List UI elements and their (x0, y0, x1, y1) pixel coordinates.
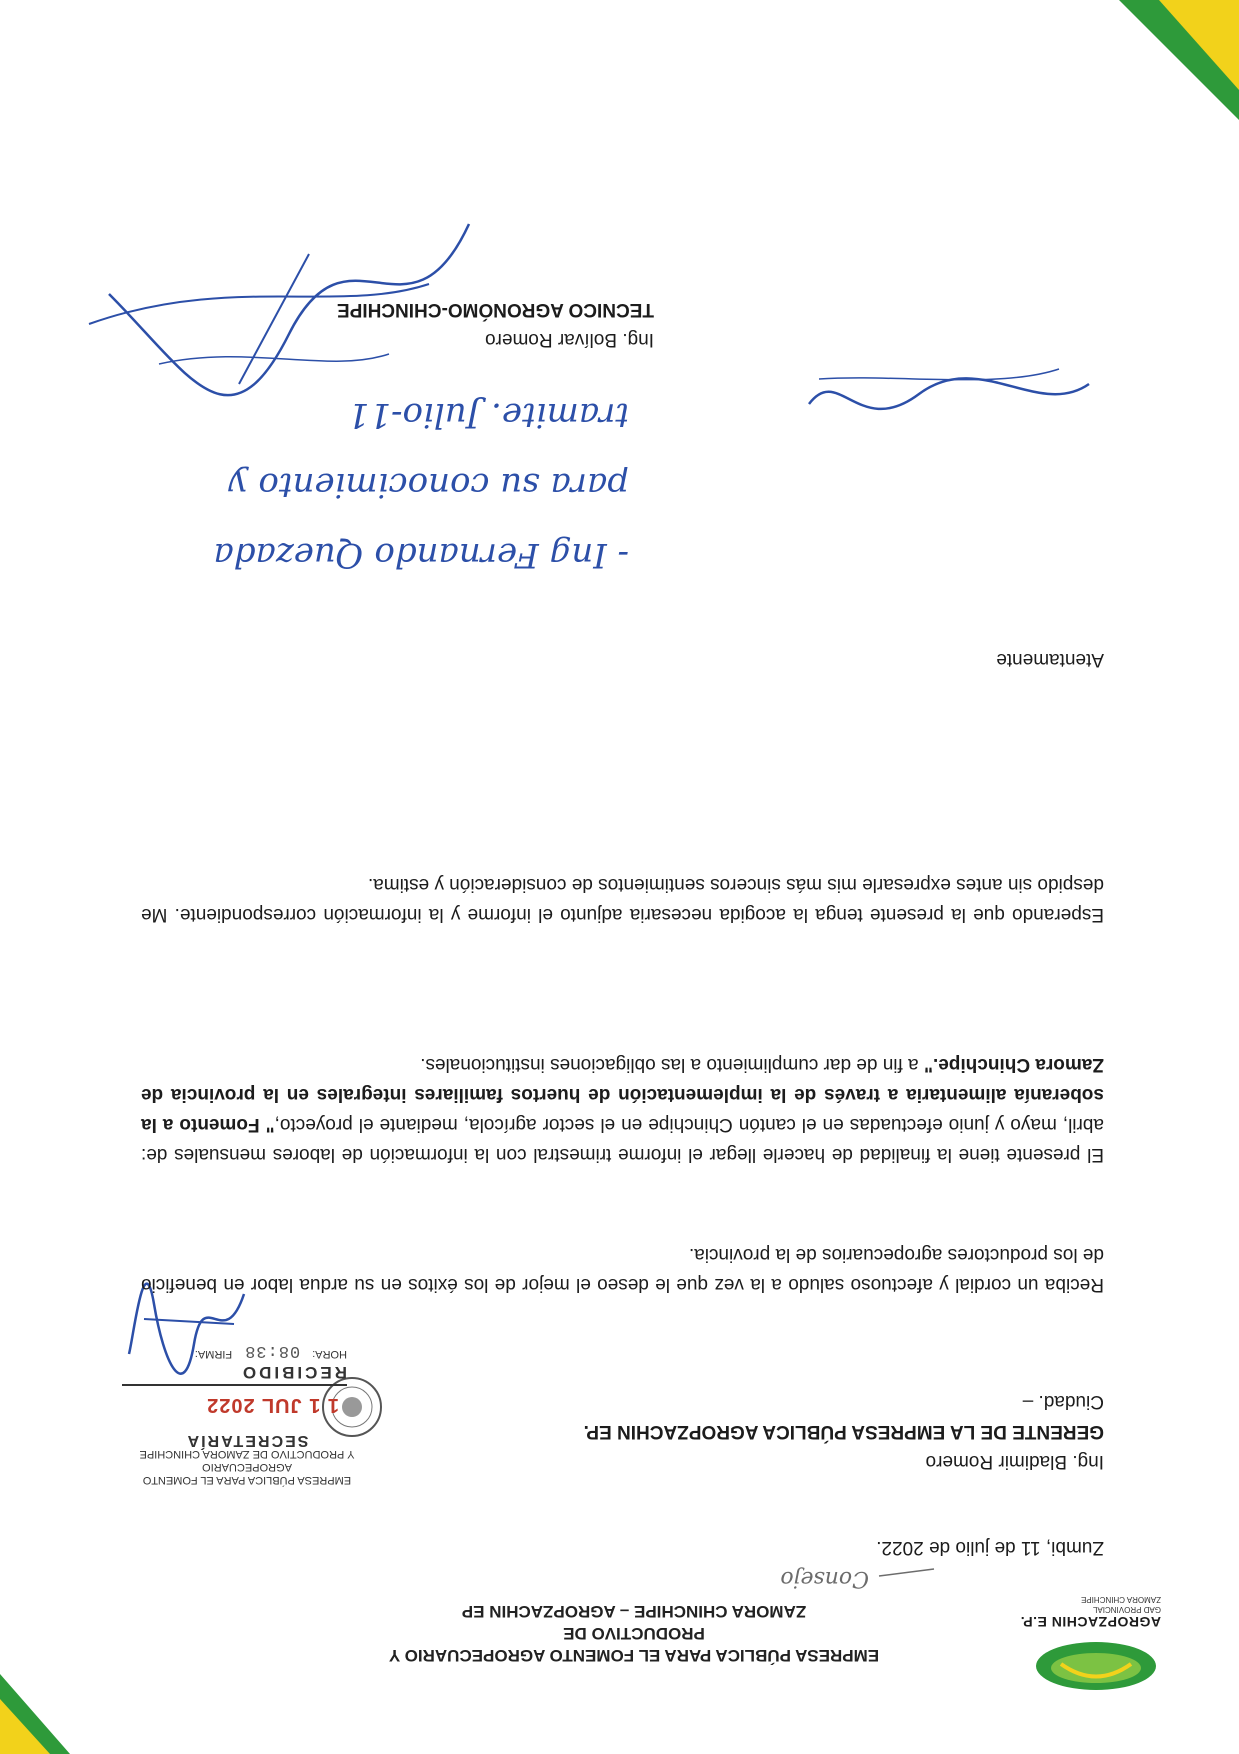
stamp-date: 1 1 JUL 2022 (206, 1394, 339, 1416)
greeting-paragraph: Reciba un cordial y afectuoso saludo a la vez que le deseo el mejor de los éxitos en su ardua labor en beneficio de los productores agropecuarios de la provincia. (141, 1244, 1104, 1295)
director-signature (69, 194, 489, 394)
logo-sub1: GAD PROVINCIAL (1092, 1605, 1161, 1614)
stamp-org-line1: EMPRESA PÚBLICA PARA EL FOMENTO AGROPECUARIO (142, 1461, 352, 1486)
closing-salutation: Atentamente (996, 649, 1104, 670)
header-title-line2: ZAMORA CHINCHIPE – AGROPZACHIN EP (461, 1602, 807, 1621)
stamp-firma-label: FIRMA: (194, 1348, 233, 1360)
date-line: Zumbi, 11 de julio de 2022. (876, 1537, 1104, 1558)
main-paragraph (141, 1049, 1104, 1169)
recipient-block (404, 1386, 1104, 1476)
stamp-received-label: RECIBIDO (239, 1363, 347, 1382)
recipient-name: Ing. Bladimir Romero (925, 1451, 1104, 1472)
signer-title: TECNICO AGRONÓMO-CHINCHIPE (336, 299, 654, 320)
project-name: " Fomento a la soberanía alimentaria a través de la implementación de huertos familiares integrales en la provincia de Zamora Chinchipe." (141, 1054, 1104, 1135)
secretaria-stamp (117, 1434, 377, 1486)
leaf-logo-icon (1031, 1639, 1161, 1694)
stamp-org-line2: Y PRODUCTIVO DE ZAMORA CHINCHIPE (139, 1448, 355, 1460)
signer-signature (799, 344, 1099, 424)
company-logo (1011, 1594, 1161, 1694)
handwritten-line3: tramite. Julio-11 (347, 395, 629, 435)
logo-name: AGROPZACHIN E.P. (1020, 1614, 1161, 1630)
main-paragraph-part1: El presente tiene la finalidad de hacerle llegar el informe trimestral con la información de labores mensuales de: abril, mayo y junio efectuadas en el cantón Chinchipe en el sector agrícola, mediante el proyecto, (141, 1114, 1104, 1165)
logo-subtitle (1011, 1594, 1161, 1614)
recipient-city: Ciudad. – (1022, 1391, 1104, 1412)
annotation-top-text: Consejo (780, 1566, 869, 1591)
recipient-position: GERENTE DE LA EMPRESA PÚBLICA AGROPZACHIN EP. (583, 1421, 1104, 1442)
handwritten-line1: - Ing Fernando Quezada (213, 535, 629, 575)
stamp-hora-value: 08:38 (244, 1341, 301, 1360)
stamp-hora-label: HORA: (312, 1348, 347, 1360)
main-paragraph-part2: a fin de dar cumplimiento a las obligaciones institucionales. (420, 1054, 924, 1075)
handwritten-line2: para su conocimiento y (228, 465, 629, 505)
signer-name: Ing. Bolívar Romero (485, 329, 654, 350)
logo-sub2: ZAMORA CHINCHIPE (1080, 1595, 1161, 1604)
corner-stripe-top-right (0, 1674, 110, 1754)
closing-paragraph: Esperando que la presente tenga la acogida necesaria adjunto el informe y la información correspondiente. Me despido sin antes expresarle mis más sinceros sentimientos de consideración y estima. (141, 874, 1104, 925)
header-title-line1: EMPRESA PÚBLICA PARA EL FOMENTO AGROPECUARIO Y PRODUCTIVO DE (388, 1624, 880, 1665)
corner-stripe-bottom-left (1119, 0, 1239, 120)
header-title (374, 1600, 894, 1666)
stamp-dept: SECRETARÍA (185, 1432, 309, 1449)
